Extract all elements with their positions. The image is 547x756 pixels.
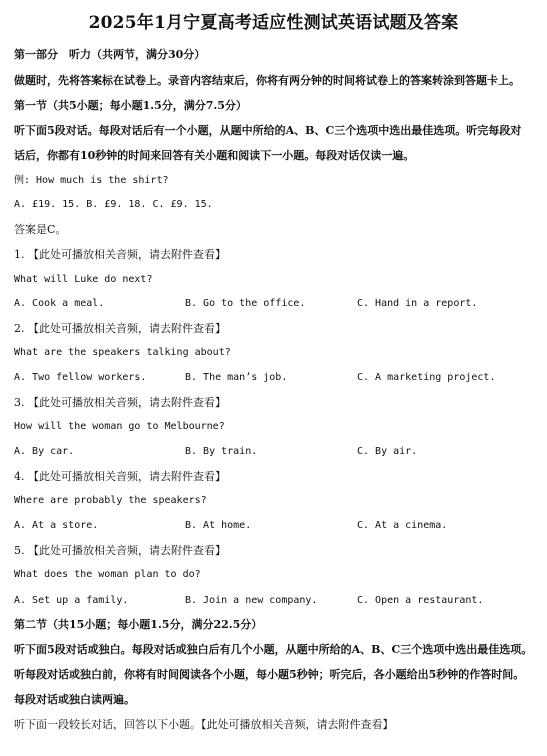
section2-footer-line[interactable]: 听下面一段较长对话，回答以下小题。【此处可播放相关音频，请去附件查看】 xyxy=(14,718,394,731)
q5-audio-note[interactable]: 5. 【此处可播放相关音频，请去附件查看】 xyxy=(14,544,226,557)
section2-instruction-line1: 听下面5段对话或独白。每段对话或独白后有几个小题，从题中所给的A、B、C三个选项中选出最佳选项。 xyxy=(14,643,533,656)
q3-audio-note[interactable]: 3. 【此处可播放相关音频，请去附件查看】 xyxy=(14,396,226,409)
q2-option-c: C. A marketing project. xyxy=(357,372,496,383)
q5-question: What does the woman plan to do? xyxy=(14,569,201,580)
q5-option-a: A. Set up a family. xyxy=(14,595,129,606)
section1-instruction-line1: 听下面5段对话。每段对话后有一个小题，从题中所给的A、B、C三个选项中选出最佳选项。听完每段对 xyxy=(14,124,522,137)
q5-options xyxy=(14,594,539,608)
q1-audio-note[interactable]: 1. 【此处可播放相关音频，请去附件查看】 xyxy=(14,248,226,261)
section2-instruction-line2: 听每段对话或独白前，你将有时间阅读各个小题，每小题5秒钟；听完后，各小题给出5秒钟的作答时间。 xyxy=(14,668,525,681)
q2-question: What are the speakers talking about? xyxy=(14,347,231,358)
q2-audio-note[interactable]: 2. 【此处可播放相关音频，请去附件查看】 xyxy=(14,322,226,335)
q3-option-c: C. By air. xyxy=(357,446,418,457)
part1-instruction: 做题时，先将答案标在试卷上。录音内容结束后，你将有两分钟的时间将试卷上的答案转涂到答题卡上。 xyxy=(14,74,520,87)
q1-options xyxy=(14,297,539,311)
q4-option-c: C. At a cinema. xyxy=(357,520,448,531)
q4-question: Where are probably the speakers? xyxy=(14,495,207,506)
section2-instruction-line3: 每段对话或独白读两遍。 xyxy=(14,693,135,706)
q2-options xyxy=(14,371,539,385)
part1-heading: 第一部分 听力（共两节，满分30分） xyxy=(14,48,206,61)
q3-question: How will the woman go to Melbourne? xyxy=(14,421,225,432)
q1-question: What will Luke do next? xyxy=(14,274,153,285)
q4-options xyxy=(14,519,539,533)
q5-option-b: B. Join a new company. xyxy=(185,595,318,606)
q4-option-b: B. At home. xyxy=(185,520,252,531)
example-options: A. £19. 15. B. £9. 18. C. £9. 15. xyxy=(14,199,213,210)
page-title: 2025年1月宁夏高考适应性测试英语试题及答案 xyxy=(88,13,459,33)
example-answer: 答案是C。 xyxy=(14,223,67,236)
q5-option-c: C. Open a restaurant. xyxy=(357,595,484,606)
q3-options xyxy=(14,445,539,459)
q3-option-a: A. By car. xyxy=(14,446,75,457)
example-question: 例: How much is the shirt? xyxy=(14,175,169,186)
q4-option-a: A. At a store. xyxy=(14,520,99,531)
q1-option-c: C. Hand in a report. xyxy=(357,298,478,309)
q4-audio-note[interactable]: 4. 【此处可播放相关音频，请去附件查看】 xyxy=(14,470,226,483)
q2-option-b: B. The man’s job. xyxy=(185,372,288,383)
q1-option-a: A. Cook a meal. xyxy=(14,298,105,309)
q2-option-a: A. Two fellow workers. xyxy=(14,372,147,383)
q1-option-b: B. Go to the office. xyxy=(185,298,306,309)
q3-option-b: B. By train. xyxy=(185,446,258,457)
section1-instruction-line2: 话后，你都有10秒钟的时间来回答有关小题和阅读下一小题。每段对话仅读一遍。 xyxy=(14,149,415,162)
section1-heading: 第一节（共5小题；每小题1.5分，满分7.5分） xyxy=(14,99,247,112)
section2-heading: 第二节（共15小题；每小题1.5分，满分22.5分） xyxy=(14,618,263,631)
